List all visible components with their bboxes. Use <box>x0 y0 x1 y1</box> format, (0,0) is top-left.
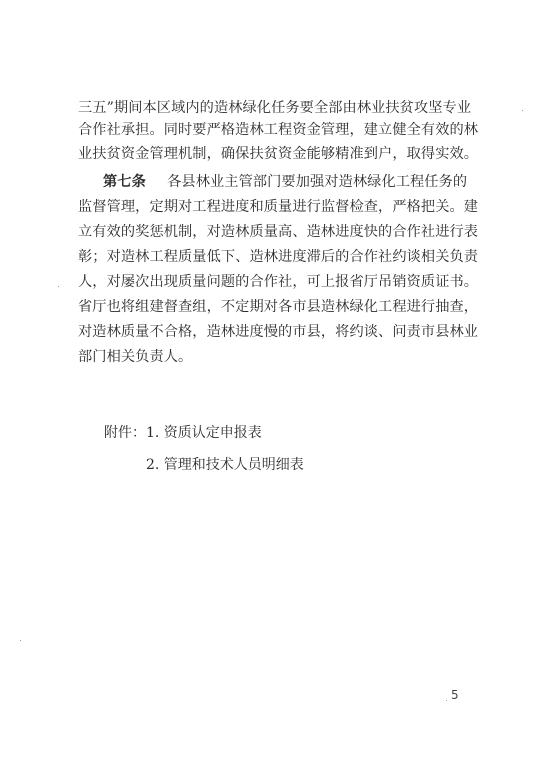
scan-speck <box>446 700 447 701</box>
scan-speck <box>20 640 21 641</box>
article-label: 第七条 <box>103 174 146 190</box>
paragraph-line: 部门相关负责人。 <box>78 349 193 365</box>
paragraph-line: 彰；对造林工程质量低下、造林进度滞后的合作社约谈相关负责 <box>78 249 479 265</box>
paragraph-line: 业扶贫资金管理机制，确保扶贫资金能够精准到户，取得实效。 <box>78 146 479 162</box>
paragraph-line: 人，对屡次出现质量问题的合作社，可上报省厅吊销资质证书。 <box>78 274 479 290</box>
paragraph-line: 三五”期间本区域内的造林绿化任务要全部由林业扶贫攻坚专业 <box>78 100 472 116</box>
paragraph-line: 监督管理，定期对工程进度和质量进行监督检查，严格把关。建 <box>78 199 479 215</box>
attachment-item: 1. 资质认定申报表 <box>146 425 262 441</box>
paragraph-line: 合作社承担。同时要严格造林工程资金管理，建立健全有效的林 <box>78 122 479 138</box>
scan-speck <box>522 110 523 111</box>
attachment-item: 2. 管理和技术人员明细表 <box>146 457 304 473</box>
page-number: 5 <box>451 688 459 702</box>
paragraph-line: 对造林质量不合格，造林进度慢的市县，将约谈、问责市县林业 <box>78 324 479 340</box>
paragraph-line: 立有效的奖惩机制，对造林质量高、造林进度快的合作社进行表 <box>78 224 479 240</box>
scan-speck <box>58 286 59 287</box>
article-first-line <box>103 172 467 192</box>
attachment-label: 附件： <box>104 425 146 441</box>
paragraph-line: 省厅也将组建督查组，不定期对各市县造林绿化工程进行抽查， <box>78 299 479 315</box>
paragraph-line: 各县林业主管部门要加强对造林绿化工程任务的 <box>167 174 468 190</box>
